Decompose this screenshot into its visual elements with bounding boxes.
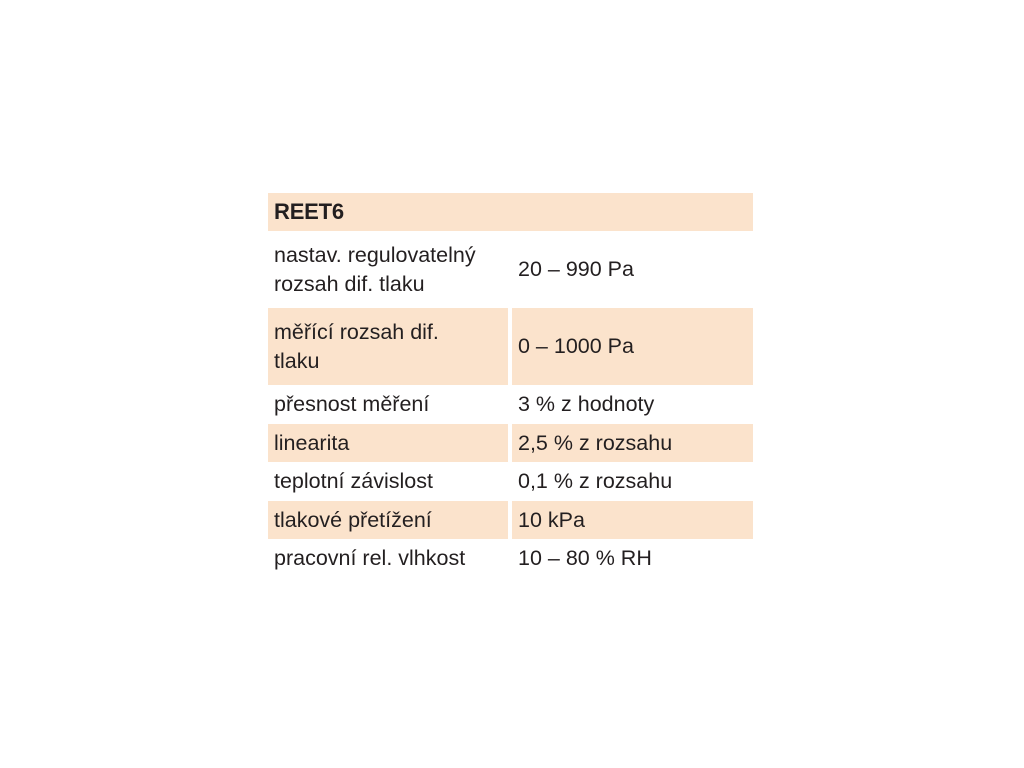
row-value: 10 kPa bbox=[512, 501, 753, 539]
table-row-temperature-dependence bbox=[268, 462, 753, 501]
row-value: 2,5 % z rozsahu bbox=[512, 424, 753, 462]
row-value: 20 – 990 Pa bbox=[518, 257, 634, 281]
row-label-line: tlaku bbox=[274, 348, 320, 373]
table-row-measuring-range bbox=[268, 308, 753, 385]
spec-table bbox=[268, 193, 753, 578]
row-value: 3 % z hodnoty bbox=[518, 392, 655, 416]
table-title: REET6 bbox=[274, 199, 344, 224]
row-label: linearita bbox=[268, 424, 508, 462]
table-row-regulation-range bbox=[268, 231, 753, 308]
row-label-line: rozsah dif. tlaku bbox=[274, 271, 425, 296]
row-label-line: měřící rozsah dif. bbox=[274, 319, 439, 344]
row-label bbox=[268, 231, 508, 308]
table-row-linearity bbox=[268, 424, 753, 462]
row-label bbox=[268, 308, 508, 385]
row-label: přesnost měření bbox=[274, 392, 430, 416]
row-label: tlakové přetížení bbox=[268, 501, 508, 539]
row-value: 0,1 % z rozsahu bbox=[518, 469, 673, 493]
row-value: 10 – 80 % RH bbox=[518, 546, 652, 570]
table-title-bar bbox=[268, 193, 753, 231]
table-row-accuracy bbox=[268, 385, 753, 424]
row-label: pracovní rel. vlhkost bbox=[274, 546, 466, 570]
table-row-pressure-overload bbox=[268, 501, 753, 539]
row-label-line: nastav. regulovatelný bbox=[274, 242, 476, 267]
row-label: teplotní závislost bbox=[274, 469, 433, 493]
row-value: 0 – 1000 Pa bbox=[512, 308, 753, 385]
table-row-humidity bbox=[268, 539, 753, 578]
